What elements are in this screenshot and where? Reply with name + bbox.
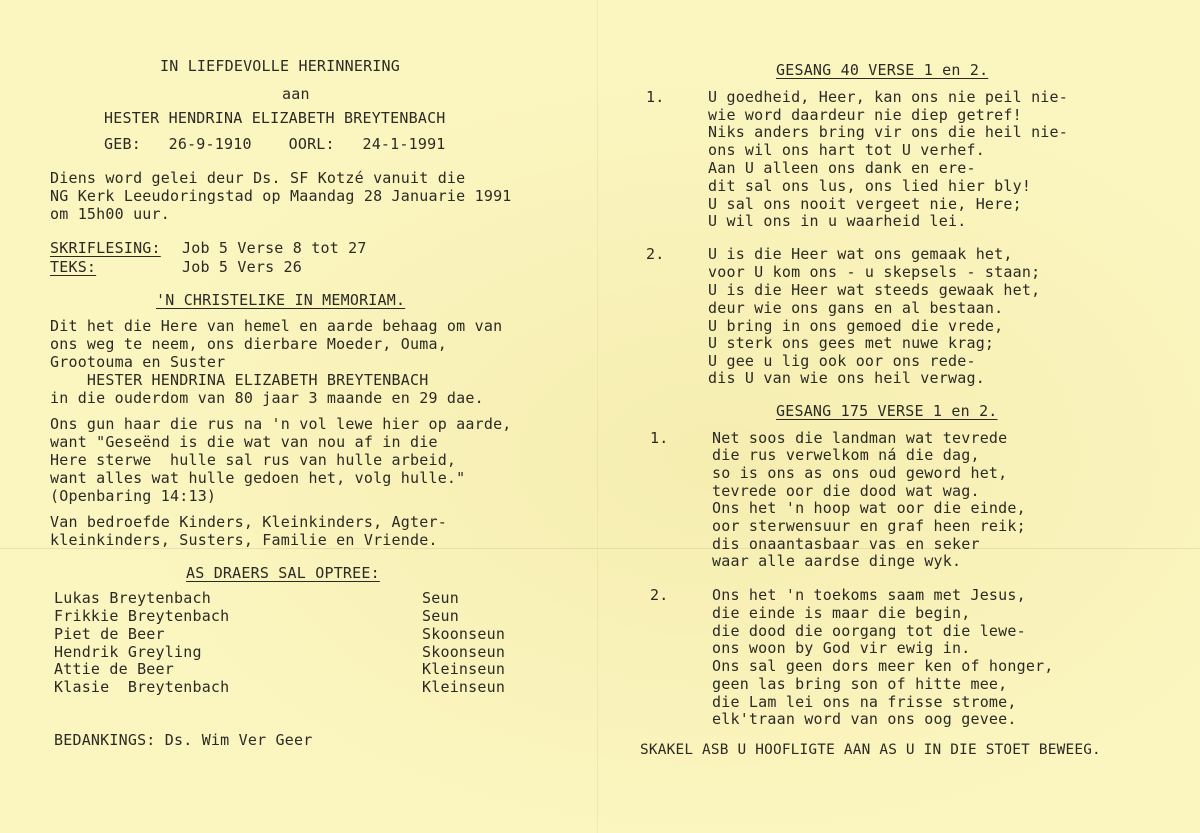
hymn-line: ons woon by God vir ewig in. (712, 639, 971, 657)
memoriam-line: HESTER HENDRINA ELIZABETH BREYTENBACH (50, 371, 429, 389)
hymn-line: Net soos die landman wat tevrede (712, 429, 1008, 447)
service-line-1: Diens word gelei deur Ds. SF Kotzé vanuit die (50, 169, 466, 187)
hymn-line: U gee u lig ook oor ons rede- (708, 352, 976, 370)
hymn-line: U bring in ons gemoed die vrede, (708, 317, 1004, 335)
hymn-line: deur wie ons gans en al bestaan. (708, 299, 1004, 317)
bearer-relation: Kleinseun (422, 678, 506, 696)
service-line-2: NG Kerk Leeudoringstad op Maandag 28 Januarie 1991 (50, 187, 512, 205)
hymn-line: die Lam lei ons na frisse strome, (712, 693, 1017, 711)
bearer-name: Klasie Breytenbach (54, 678, 230, 696)
verse-number: 1. (646, 88, 665, 106)
hymn-line: U wil ons in u waarheid lei. (708, 212, 967, 230)
hymn-line: geen las bring son of hitte mee, (712, 675, 1008, 693)
hymn-line: waar alle aardse dinge wyk. (712, 552, 962, 570)
hymn-line: oor sterwensuur en graf heen reik; (712, 517, 1026, 535)
hymn-line: dis U van wie ons heil verwag. (708, 369, 985, 387)
memoriam-line: (Openbaring 14:13) (50, 487, 217, 505)
hymn-line: Niks anders bring vir ons die heil nie- (708, 123, 1068, 141)
bearer-relation: Skoonseun (422, 643, 506, 661)
thanks-line: BEDANKINGS: Ds. Wim Ver Geer (54, 731, 313, 749)
hymn-line: U is die Heer wat ons gemaak het, (708, 245, 1013, 263)
bearer-name: Lukas Breytenbach (54, 589, 211, 607)
bearer-name: Piet de Beer (54, 625, 165, 643)
mourners-line: Van bedroefde Kinders, Kleinkinders, Agter- (50, 513, 447, 531)
hymn-40-heading: GESANG 40 VERSE 1 en 2. (776, 61, 989, 79)
hymn-line: wie word daardeur nie diep getref! (708, 106, 1022, 124)
bearer-relation: Skoonseun (422, 625, 506, 643)
hymn-line: die rus verwelkom ná die dag, (712, 446, 980, 464)
bearer-relation: Seun (422, 607, 459, 625)
deceased-name: HESTER HENDRINA ELIZABETH BREYTENBACH (104, 109, 446, 127)
aan-label: aan (282, 85, 310, 103)
hymn-line: dit sal ons lus, ons lied hier bly! (708, 177, 1032, 195)
memoriam-line: Grootouma en Suster (50, 353, 226, 371)
hymn-line: Ons het 'n hoop wat oor die einde, (712, 499, 1026, 517)
verse-number: 2. (646, 245, 665, 263)
bearer-relation: Seun (422, 589, 459, 607)
memoriam-line: Ons gun haar die rus na 'n vol lewe hier op aarde, (50, 415, 512, 433)
hymn-line: Aan U alleen ons dank en ere- (708, 159, 976, 177)
bearer-name: Attie de Beer (54, 660, 174, 678)
headlights-notice: SKAKEL ASB U HOOFLIGTE AAN AS U IN DIE STOET BEWEEG. (640, 742, 1101, 758)
bearer-relation: Kleinseun (422, 660, 506, 678)
bearer-name: Frikkie Breytenbach (54, 607, 230, 625)
hymn-line: die dood die oorgang tot die lewe- (712, 622, 1026, 640)
hymn-line: U sal ons nooit vergeet nie, Here; (708, 195, 1022, 213)
hymn-line: U goedheid, Heer, kan ons nie peil nie- (708, 88, 1068, 106)
memoriam-line: in die ouderdom van 80 jaar 3 maande en 29 dae. (50, 389, 484, 407)
memoriam-line: want alles wat hulle gedoen het, volg hulle." (50, 469, 466, 487)
text-value: Job 5 Vers 26 (182, 258, 302, 276)
hymn-line: elk'traan word van ons oog gevee. (712, 710, 1017, 728)
hymn-line: so is ons as ons oud geword het, (712, 464, 1008, 482)
hymn-line: ons wil ons hart tot U verhef. (708, 141, 985, 159)
memoriam-line: ons weg te neem, ons dierbare Moeder, Ouma, (50, 335, 447, 353)
reading-label: SKRIFLESING: (50, 239, 161, 257)
hymn-line: U sterk ons gees met nuwe krag; (708, 334, 995, 352)
hymn-line: dis onaantasbaar vas en seker (712, 535, 980, 553)
center-fold-line (597, 0, 598, 833)
hymn-line: tevrede oor die dood wat wag. (712, 482, 980, 500)
memoriam-line: Dit het die Here van hemel en aarde behaag om van (50, 317, 503, 335)
hymn-175-heading: GESANG 175 VERSE 1 en 2. (776, 402, 998, 420)
text-label: TEKS: (50, 258, 97, 276)
verse-number: 1. (650, 429, 669, 447)
memoriam-line: want "Geseënd is die wat van nou af in die (50, 433, 438, 451)
memoriam-heading: 'N CHRISTELIKE IN MEMORIAM. (156, 291, 406, 309)
bearers-heading: AS DRAERS SAL OPTREE: (186, 564, 380, 582)
hymn-line: voor U kom ons - u skepsels - staan; (708, 263, 1041, 281)
memorial-heading: IN LIEFDEVOLLE HERINNERING (160, 57, 400, 75)
birth-death-dates: GEB: 26-9-1910 OORL: 24-1-1991 (104, 135, 446, 153)
hymn-line: Ons sal geen dors meer ken of honger, (712, 657, 1054, 675)
hymn-line: U is die Heer wat steeds gewaak het, (708, 281, 1041, 299)
reading-value: Job 5 Verse 8 tot 27 (182, 239, 367, 257)
mourners-line: kleinkinders, Susters, Familie en Vriende. (50, 531, 438, 549)
bearer-name: Hendrik Greyling (54, 643, 202, 661)
memoriam-line: Here sterwe hulle sal rus van hulle arbeid, (50, 451, 457, 469)
hymn-line: die einde is maar die begin, (712, 604, 971, 622)
verse-number: 2. (650, 586, 669, 604)
service-line-3: om 15h00 uur. (50, 205, 170, 223)
hymn-line: Ons het 'n toekoms saam met Jesus, (712, 586, 1026, 604)
